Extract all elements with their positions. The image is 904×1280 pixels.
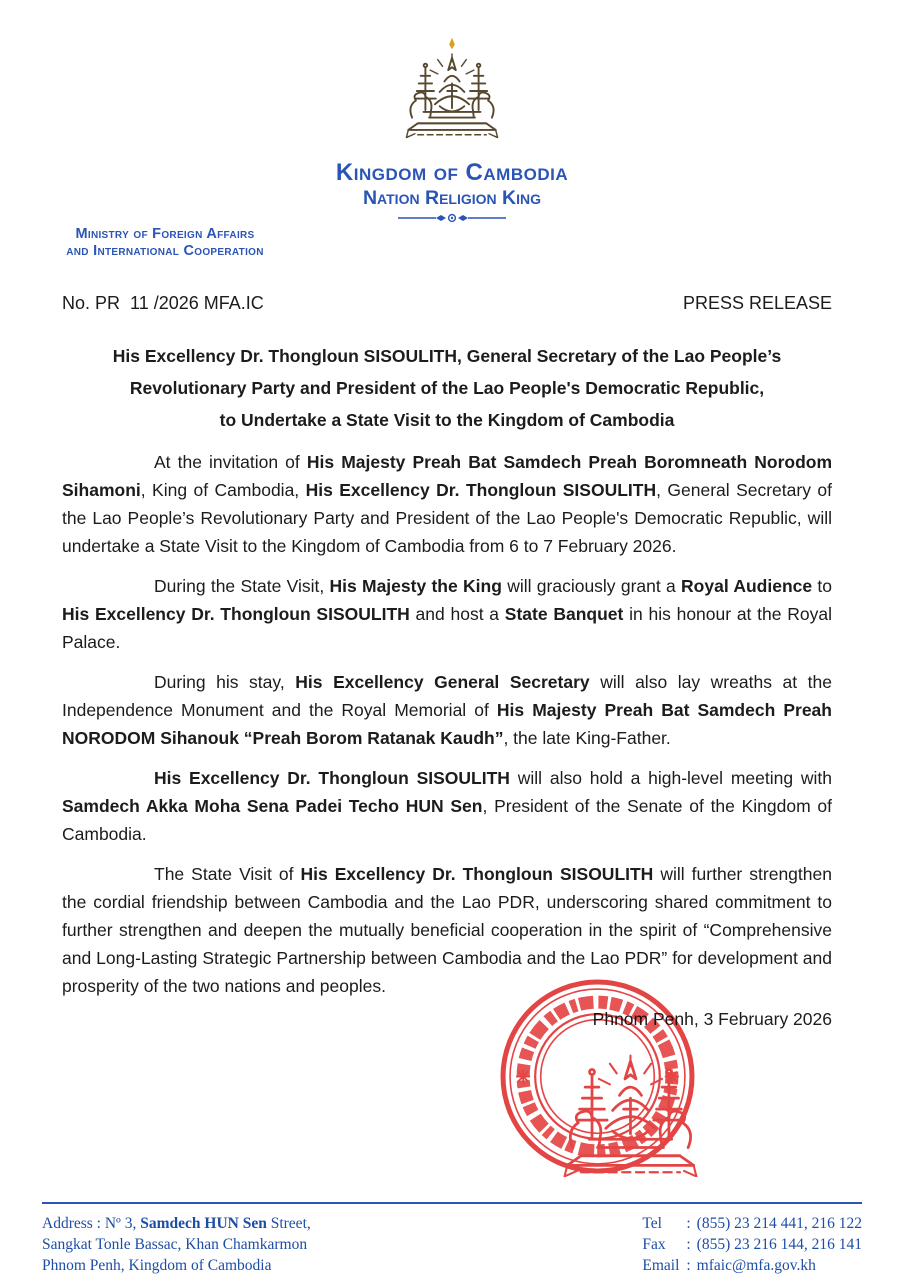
- footer-address: [42, 1213, 311, 1276]
- contact-label: Email: [642, 1257, 680, 1274]
- press-paragraph: During his stay, His Excellency General Secretary will also lay wreaths at the Independence Monument and the Royal Memorial of His Majesty Preah Bat Samdech Preah NORODOM Sihanouk “Preah Borom Ratanak Kaudh”, the late King-Father.: [62, 672, 832, 748]
- contact-value: mfaic@mfa.gov.kh: [696, 1257, 816, 1274]
- press-release-body: [0, 340, 904, 1030]
- press-title-line: to Undertake a State Visit to the Kingdom of Cambodia: [219, 410, 675, 430]
- contact-separator: :: [686, 1236, 691, 1253]
- contact-row-fax: [642, 1234, 862, 1255]
- contact-value: (855) 23 216 144, 216 141: [696, 1236, 862, 1253]
- address-line-3: Phnom Penh, Kingdom of Cambodia: [42, 1257, 272, 1274]
- kingdom-title: Kingdom of Cambodia: [335, 159, 569, 186]
- contact-separator: :: [686, 1257, 691, 1274]
- national-motto: Nation Religion King: [362, 187, 542, 209]
- press-paragraph: At the invitation of His Majesty Preah Bat Samdech Preah Boromneath Norodom Sihamoni, King of Cambodia, His Excellency Dr. Thongloun SISOULITH, General Secretary of the Lao People’s Revolutionary Party and President of the Lao People's Democratic Republic, will undertake a State Visit to the Kingdom of Cambodia from 6 to 7 February 2026.: [62, 452, 833, 556]
- reference-number: No. PR 11 /2026 MFA.IC: [62, 293, 264, 313]
- footer-contacts: [642, 1213, 862, 1276]
- contact-separator: :: [686, 1215, 691, 1232]
- ministry-line-2: and International Cooperation: [66, 243, 264, 259]
- contact-label: Tel: [642, 1215, 662, 1232]
- letterhead-footer: [42, 1202, 862, 1276]
- contact-row-tel: [642, 1213, 862, 1234]
- press-title: [62, 340, 832, 436]
- press-paragraph: During the State Visit, His Majesty the King will graciously grant a Royal Audience to His Excellency Dr. Thongloun SISOULITH and host a State Banquet in his honour at the Royal Palace.: [62, 576, 832, 652]
- ministry-line-1: Ministry of Foreign Affairs: [75, 226, 255, 242]
- dateline: Phnom Penh, 3 February 2026: [592, 1009, 832, 1029]
- royal-arms-icon: [395, 30, 509, 152]
- document-type-label: PRESS RELEASE: [682, 293, 832, 313]
- address-line-2: Sangkat Tonle Bassac, Khan Chamkarmon: [42, 1236, 308, 1253]
- press-paragraph: The State Visit of His Excellency Dr. Thongloun SISOULITH will further strengthen the cordial friendship between Cambodia and the Lao PDR, underscoring shared commitment to further strengthen and deepen the mutually beneficial cooperation in the spirit of “Comprehensive and Long-Lasting Strategic Partnership between Cambodia and the Lao PDR” for development and prosperity of the two nations and peoples.: [62, 864, 832, 996]
- ministry-name: [34, 226, 296, 260]
- letterhead: [0, 0, 904, 229]
- contact-row-email: [642, 1255, 862, 1276]
- address-line-1: Address : Nº 3, Samdech HUN Sen Street,: [42, 1215, 311, 1232]
- press-title-line: Revolutionary Party and President of the Lao People's Democratic Republic,: [129, 378, 765, 398]
- contact-value: (855) 23 214 441, 216 122: [696, 1215, 862, 1232]
- press-paragraph: His Excellency Dr. Thongloun SISOULITH will also hold a high-level meeting with Samdech Akka Moha Sena Padei Techo HUN Sen, President of the Senate of the Kingdom of Cambodia.: [62, 768, 832, 844]
- contact-label: Fax: [642, 1236, 666, 1253]
- press-title-line: His Excellency Dr. Thongloun SISOULITH, General Secretary of the Lao People’s: [112, 346, 782, 366]
